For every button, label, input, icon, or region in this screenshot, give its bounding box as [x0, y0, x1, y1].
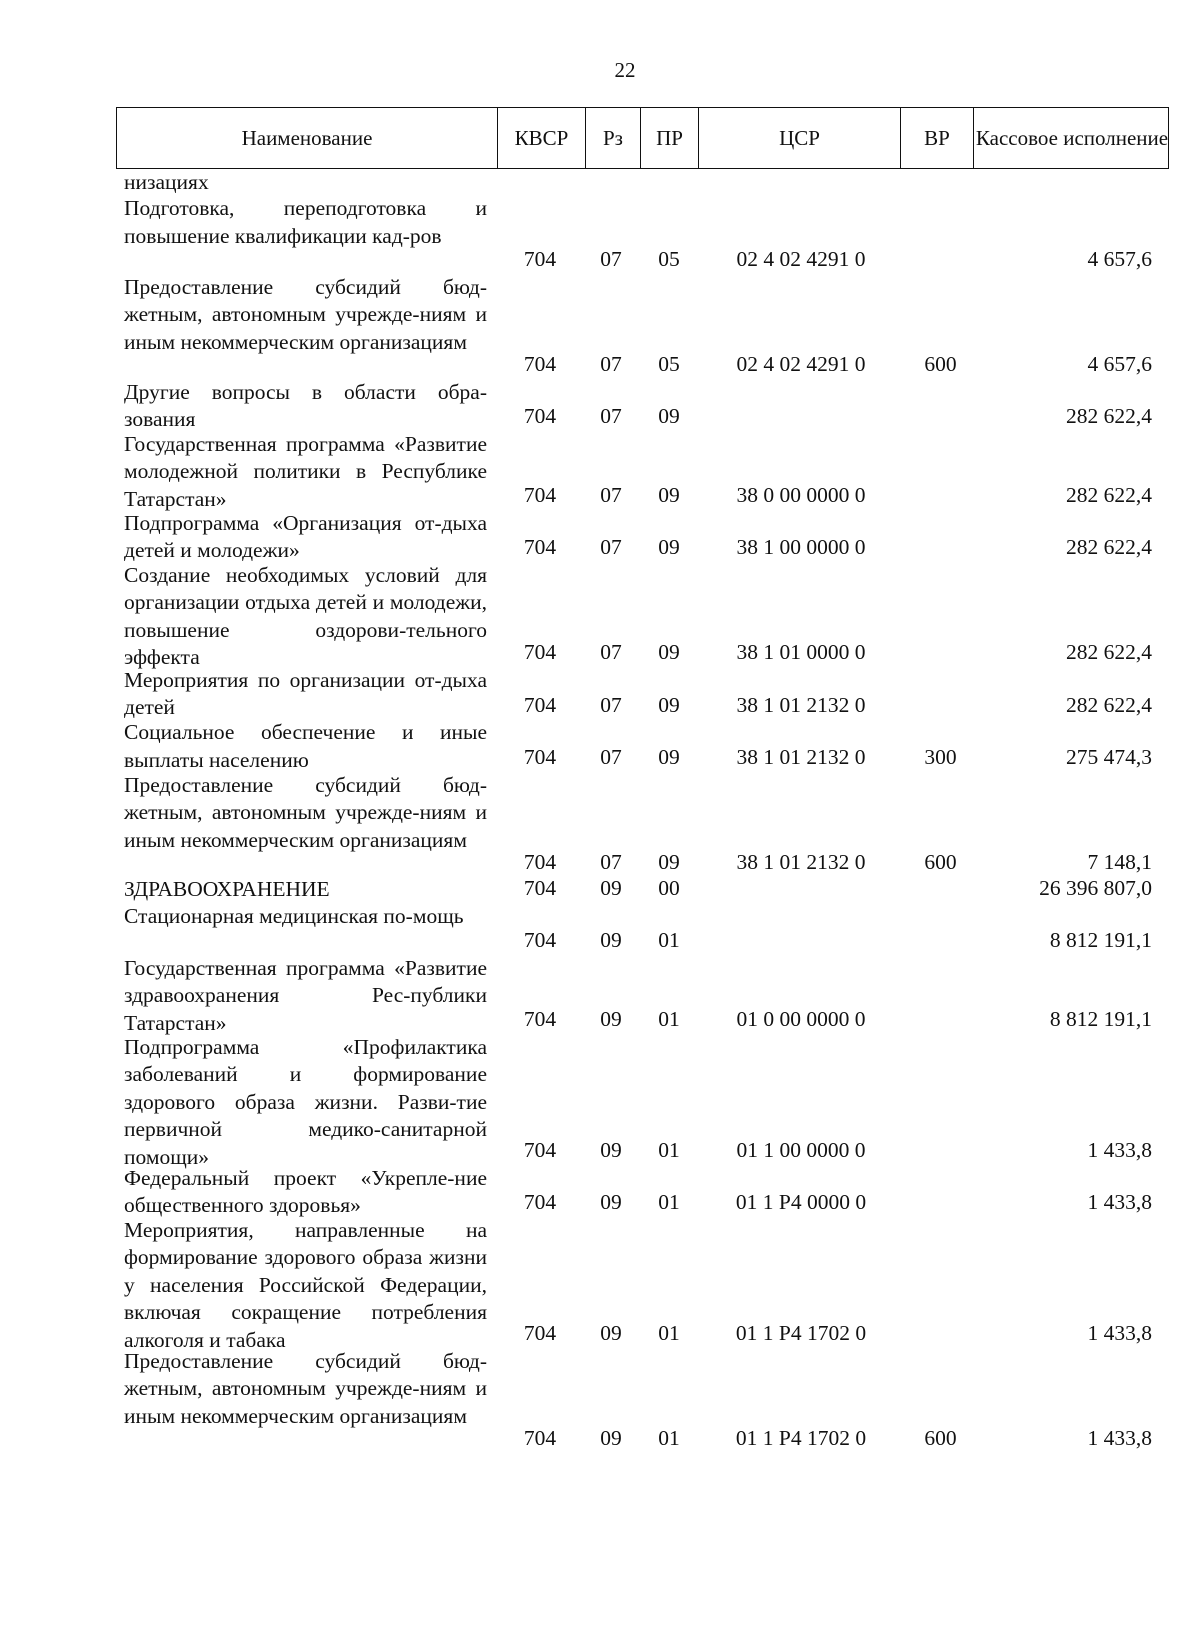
row-pr: 09	[658, 404, 680, 429]
row-kvsr: 704	[523, 640, 557, 665]
row-name: Создание необходимых условий для организации отдыха детей и молодежи, повышение оздорови-тельного эффекта	[124, 562, 487, 670]
row-name: Другие вопросы в области обра-зования	[124, 379, 487, 432]
row-rz: 07	[600, 535, 622, 560]
row-kvsr: 704	[523, 1321, 557, 1346]
header-kvsr: КВСР	[498, 108, 586, 168]
row-name: Предоставление субсидий бюд-жетным, автономным учрежде-ниям и иным некоммерческим организациям	[124, 274, 487, 354]
row-csr: 38 1 01 0000 0	[736, 640, 866, 665]
row-amount: 282 622,4	[1066, 483, 1152, 508]
row-csr: 02 4 02 4291 0	[736, 247, 866, 272]
row-rz: 07	[600, 692, 622, 717]
row-csr: 02 4 02 4291 0	[736, 352, 866, 377]
row-kvsr: 704	[523, 1190, 557, 1215]
table-row	[0, 719, 1200, 771]
row-rz: 07	[600, 849, 622, 874]
header-vr: ВР	[901, 108, 974, 168]
row-pr: 05	[658, 247, 680, 272]
row-name: Предоставление субсидий бюд-жетным, автономным учрежде-ниям и иным некоммерческим организациям	[124, 1348, 487, 1428]
row-amount: 7 148,1	[1087, 849, 1152, 874]
row-amount: 8 812 191,1	[1049, 928, 1152, 953]
row-kvsr: 704	[523, 535, 557, 560]
table-row	[0, 379, 1200, 431]
row-pr: 01	[658, 1138, 680, 1162]
row-name: Государственная программа «Развитие здравоохранения Рес-публики Татарстан»	[124, 955, 487, 1035]
row-pr: 01	[658, 1321, 680, 1346]
row-rz: 09	[600, 1321, 622, 1346]
row-kvsr: 704	[523, 928, 557, 953]
row-kvsr: 704	[523, 352, 557, 377]
table-header	[116, 107, 1169, 169]
header-name: Наименование	[117, 108, 498, 168]
table-row	[0, 1165, 1200, 1217]
row-name: Подпрограмма «Организация от-дыха детей и молодежи»	[124, 510, 487, 563]
row-rz: 09	[600, 1426, 622, 1451]
row-pr: 01	[658, 1007, 680, 1031]
row-rz: 09	[600, 928, 622, 953]
row-rz: 09	[600, 1190, 622, 1215]
row-amount: 275 474,3	[1066, 745, 1152, 770]
table-row	[0, 876, 1200, 902]
row-name: Подготовка, переподготовка и повышение квалификации кад-ров	[124, 196, 487, 248]
row-rz: 07	[600, 247, 622, 272]
header-pr: ПР	[641, 108, 699, 168]
table-row	[0, 772, 1200, 877]
row-pr: 09	[658, 745, 680, 770]
row-name: Мероприятия по организации от-дыха детей	[124, 667, 487, 720]
row-name: Государственная программа «Развитие молодежной политики в Республике Татарстан»	[124, 431, 487, 511]
row-pr: 05	[658, 352, 680, 377]
row-kvsr: 704	[523, 745, 557, 770]
table-row	[0, 510, 1200, 562]
row-rz: 07	[600, 352, 622, 377]
row-kvsr: 704	[523, 692, 557, 717]
row-kvsr: 704	[523, 483, 557, 508]
table-row	[0, 903, 1200, 955]
row-name: Предоставление субсидий бюд-жетным, автономным учрежде-ниям и иным некоммерческим организациям	[124, 772, 487, 852]
row-name: ЗДРАВООХРАНЕНИЕ	[124, 877, 330, 902]
row-name: низациях	[124, 170, 209, 194]
table-row	[0, 955, 1200, 1034]
row-pr: 09	[658, 483, 680, 508]
row-vr: 600	[924, 849, 957, 874]
row-rz: 09	[600, 876, 622, 901]
row-rz: 07	[600, 483, 622, 508]
row-csr: 38 0 00 0000 0	[736, 483, 866, 508]
header-rz: Рз	[586, 108, 641, 168]
row-vr: 600	[924, 1426, 957, 1451]
row-kvsr: 704	[523, 404, 557, 429]
row-csr: 38 1 01 2132 0	[736, 745, 866, 770]
row-pr: 01	[658, 1426, 680, 1451]
row-rz: 09	[600, 1007, 622, 1031]
row-amount: 282 622,4	[1066, 692, 1152, 717]
row-pr: 09	[658, 535, 680, 560]
table-row	[0, 1034, 1200, 1169]
row-pr: 01	[658, 1190, 680, 1215]
table-row	[0, 1348, 1200, 1453]
row-name: Федеральный проект «Укрепле-ние общественного здоровья»	[124, 1165, 487, 1217]
header-csr: ЦСР	[699, 108, 901, 168]
row-amount: 8 812 191,1	[1049, 1007, 1152, 1031]
row-name: Стационарная медицинская по-мощь	[124, 903, 464, 928]
table-row	[0, 274, 1200, 379]
row-amount: 1 433,8	[1087, 1138, 1152, 1162]
row-pr: 00	[658, 876, 680, 901]
table-row	[0, 169, 1200, 195]
row-kvsr: 704	[523, 849, 557, 874]
row-csr: 01 1 P4 0000 0	[735, 1190, 867, 1215]
row-csr: 01 1 P4 1702 0	[735, 1426, 867, 1451]
row-rz: 09	[600, 1138, 622, 1162]
row-amount: 282 622,4	[1066, 640, 1152, 665]
row-rz: 07	[600, 640, 622, 665]
row-kvsr: 704	[523, 876, 557, 901]
row-name: Мероприятия, направленные на формирование здорового образа жизни у населения Российской Федерации, включая сокращение потребления алкоголя и табака	[124, 1217, 487, 1352]
row-kvsr: 704	[523, 1007, 557, 1031]
row-csr: 01 0 00 0000 0	[736, 1007, 866, 1031]
row-amount: 1 433,8	[1087, 1426, 1152, 1451]
row-amount: 282 622,4	[1066, 404, 1152, 429]
table-row	[0, 195, 1200, 274]
row-csr: 38 1 01 2132 0	[736, 849, 866, 874]
row-amount: 1 433,8	[1087, 1321, 1152, 1346]
row-csr: 38 1 01 2132 0	[736, 692, 866, 717]
table-row	[0, 1217, 1200, 1352]
row-kvsr: 704	[523, 247, 557, 272]
row-csr: 01 1 P4 1702 0	[735, 1321, 867, 1346]
row-pr: 01	[658, 928, 680, 953]
row-kvsr: 704	[523, 1426, 557, 1451]
table-body	[0, 169, 1200, 1453]
page-number: 22	[614, 58, 636, 82]
row-pr: 09	[658, 640, 680, 665]
row-pr: 09	[658, 849, 680, 874]
row-amount: 282 622,4	[1066, 535, 1152, 560]
table-row	[0, 431, 1200, 510]
header-amount: Кассовое исполнение	[975, 126, 1169, 150]
row-csr: 38 1 00 0000 0	[736, 535, 866, 560]
row-amount: 26 396 807,0	[1039, 876, 1152, 901]
row-amount: 4 657,6	[1087, 352, 1152, 377]
row-pr: 09	[658, 692, 680, 717]
row-amount: 4 657,6	[1087, 247, 1152, 272]
row-vr: 300	[924, 745, 957, 770]
row-kvsr: 704	[523, 1138, 557, 1162]
row-name: Подпрограмма «Профилактика заболеваний и формирование здорового образа жизни. Разви-тие первичной медико-санитарной помощи»	[124, 1034, 487, 1169]
row-csr: 01 1 00 0000 0	[736, 1138, 866, 1162]
row-name: Социальное обеспечение и иные выплаты населению	[124, 720, 487, 772]
row-vr: 600	[924, 352, 957, 377]
row-rz: 07	[600, 404, 622, 429]
row-rz: 07	[600, 745, 622, 770]
table-row	[0, 667, 1200, 719]
row-amount: 1 433,8	[1087, 1190, 1152, 1215]
table-row	[0, 562, 1200, 670]
